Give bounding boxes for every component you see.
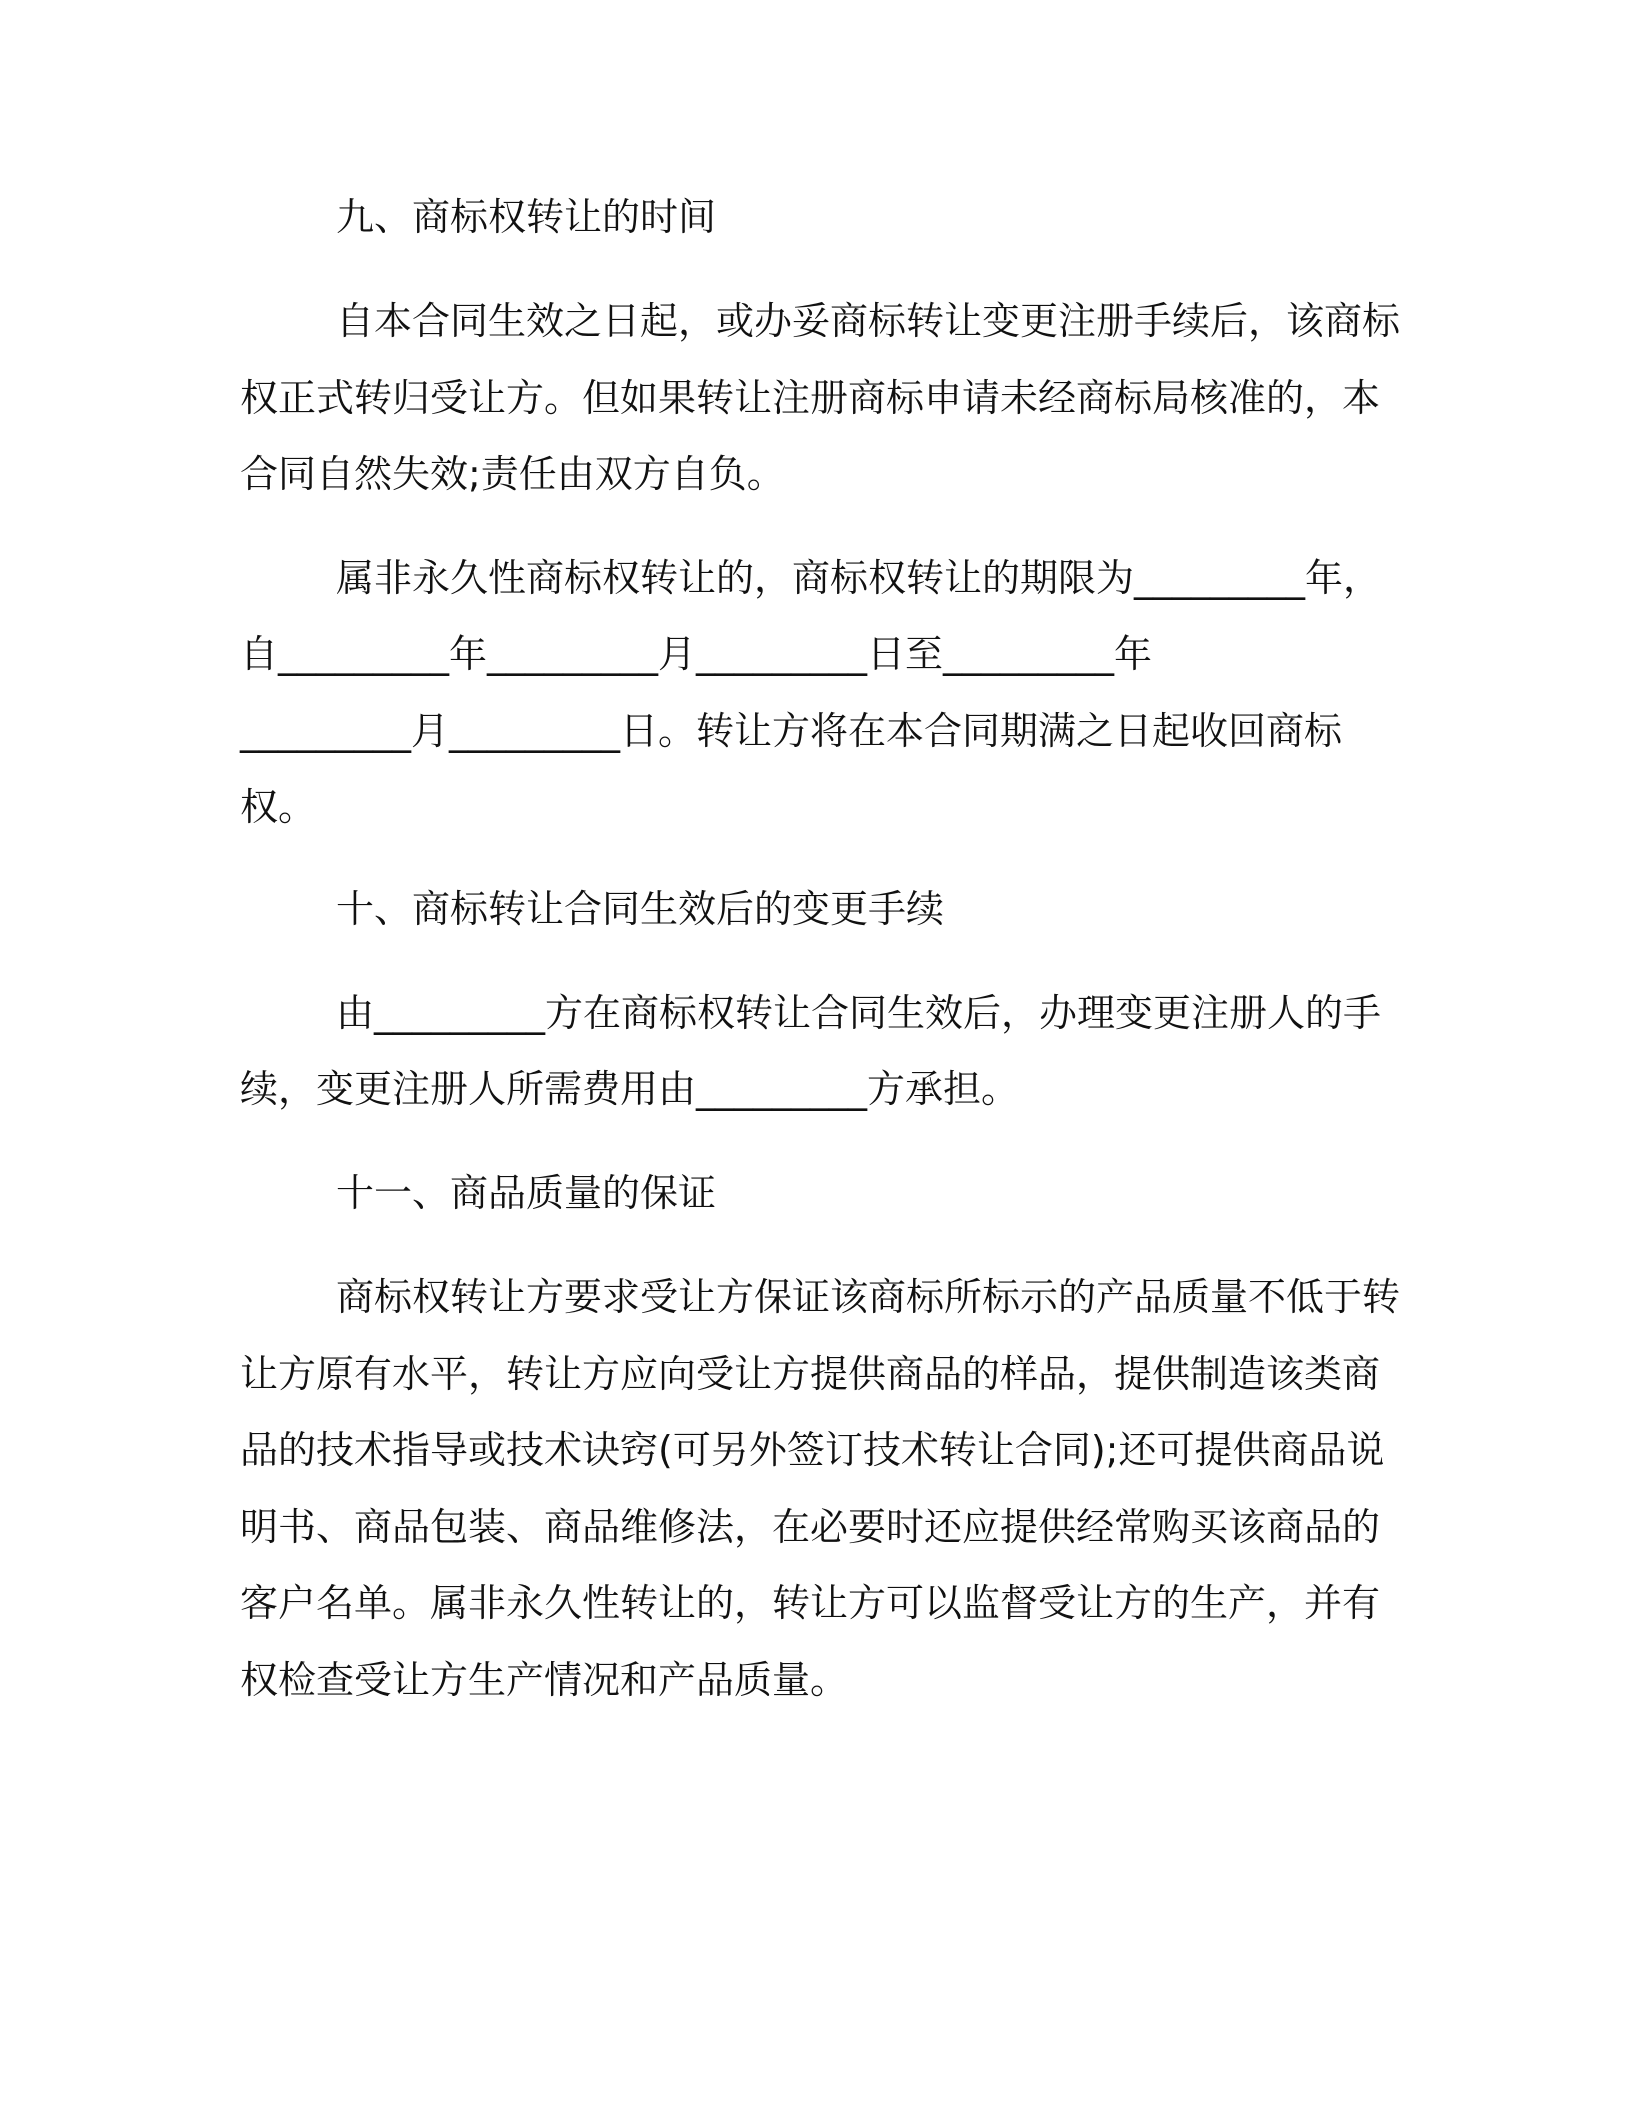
paragraph-line: 由_________方在商标权转让合同生效后，办理变更注册人的手 — [336, 991, 1382, 1035]
section-heading-9: 九、商标权转让的时间 — [336, 195, 717, 239]
paragraph-line: 合同自然失效;责任由双方自负。 — [240, 452, 785, 496]
paragraph-line: 客户名单。属非永久性转让的，转让方可以监督受让方的生产，并有 — [240, 1581, 1381, 1625]
paragraph-line: 品的技术指导或技术诀窍(可另外签订技术转让合同);还可提供商品说 — [240, 1428, 1385, 1472]
paragraph-line: 权检查受让方生产情况和产品质量。 — [240, 1658, 849, 1702]
section-heading-10: 十、商标转让合同生效后的变更手续 — [336, 887, 945, 931]
paragraph-line: 明书、商品包装、商品维修法，在必要时还应提供经常购买该商品的 — [240, 1505, 1381, 1549]
section-heading-11: 十一、商品质量的保证 — [336, 1171, 717, 1215]
paragraph-line: 续，变更注册人所需费用由_________方承担。 — [240, 1067, 1020, 1111]
paragraph-line: 自_________年_________月_________日至_________年 — [240, 632, 1153, 676]
paragraph-line: 权正式转归受让方。但如果转让注册商标申请未经商标局核准的，本 — [240, 376, 1381, 420]
paragraph-line: 属非永久性商标权转让的，商标权转让的期限为_________年， — [336, 556, 1382, 600]
paragraph-line: _________月_________日。转让方将在本合同期满之日起收回商标 — [240, 709, 1343, 753]
paragraph-line: 商标权转让方要求受让方保证该商标所标示的产品质量不低于转 — [336, 1275, 1401, 1319]
paragraph-line: 权。 — [240, 785, 317, 829]
paragraph-line: 自本合同生效之日起，或办妥商标转让变更注册手续后，该商标 — [336, 299, 1401, 343]
paragraph-line: 让方原有水平，转让方应向受让方提供商品的样品，提供制造该类商 — [240, 1352, 1381, 1396]
